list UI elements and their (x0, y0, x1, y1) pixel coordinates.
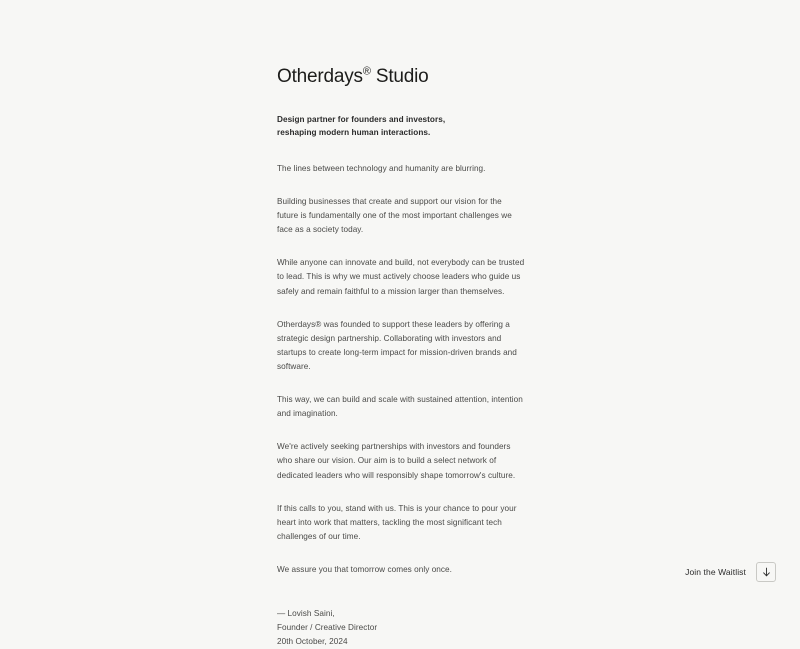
signature-name: — Lovish Saini, (277, 609, 335, 619)
waitlist-arrow-button[interactable] (756, 562, 776, 582)
page-title-main: Otherdays (277, 66, 363, 87)
page-title (277, 66, 525, 89)
footer-waitlist[interactable] (685, 562, 776, 582)
registered-mark-icon: ® (362, 65, 371, 78)
waitlist-label[interactable]: Join the Waitlist (685, 567, 746, 577)
signature-role: Founder / Creative Director (277, 623, 378, 633)
body-paragraph-8: We assure you that tomorrow comes only once. (277, 564, 452, 574)
signature-block (277, 607, 525, 649)
body-paragraph-6: We're actively seeking partnerships with investors and founders who share our vision. Our aim is to build a select network of dedicated leaders who will responsibly shape tomorrow's culture. (277, 442, 516, 480)
lede-line-1: Design partner for founders and investors, (277, 114, 446, 124)
body-paragraph-7: If this calls to you, stand with us. This is your chance to pour your heart into work that matters, tackling the most significant tech challenges of our time. (277, 503, 517, 541)
signature-date: 20th October, 2024 (277, 637, 348, 647)
page-title-suffix: Studio (370, 66, 429, 87)
lede-paragraph (277, 113, 525, 140)
body-paragraph-3: While anyone can innovate and build, not everybody can be trusted to lead. This is why we must actively choose leaders who guide us safely and remain faithful to a mission larger than themselves. (277, 258, 525, 296)
arrow-down-icon (762, 567, 771, 577)
body-paragraph-2: Building businesses that create and support our vision for the future is fundamentally one of the most important challenges we face as a society today. (277, 196, 512, 235)
article-content (277, 66, 525, 649)
body-paragraph-1: The lines between technology and humanity are blurring. (277, 163, 486, 173)
lede-line-2: reshaping modern human interactions. (277, 128, 431, 138)
body-paragraph-5: This way, we can build and scale with sustained attention, intention and imagination. (277, 395, 523, 419)
body-paragraph-4: Otherdays® was founded to support these leaders by offering a strategic design partnership. Collaborating with investors and startups to create long-term impact for mission-driven brands and software. (277, 319, 517, 371)
